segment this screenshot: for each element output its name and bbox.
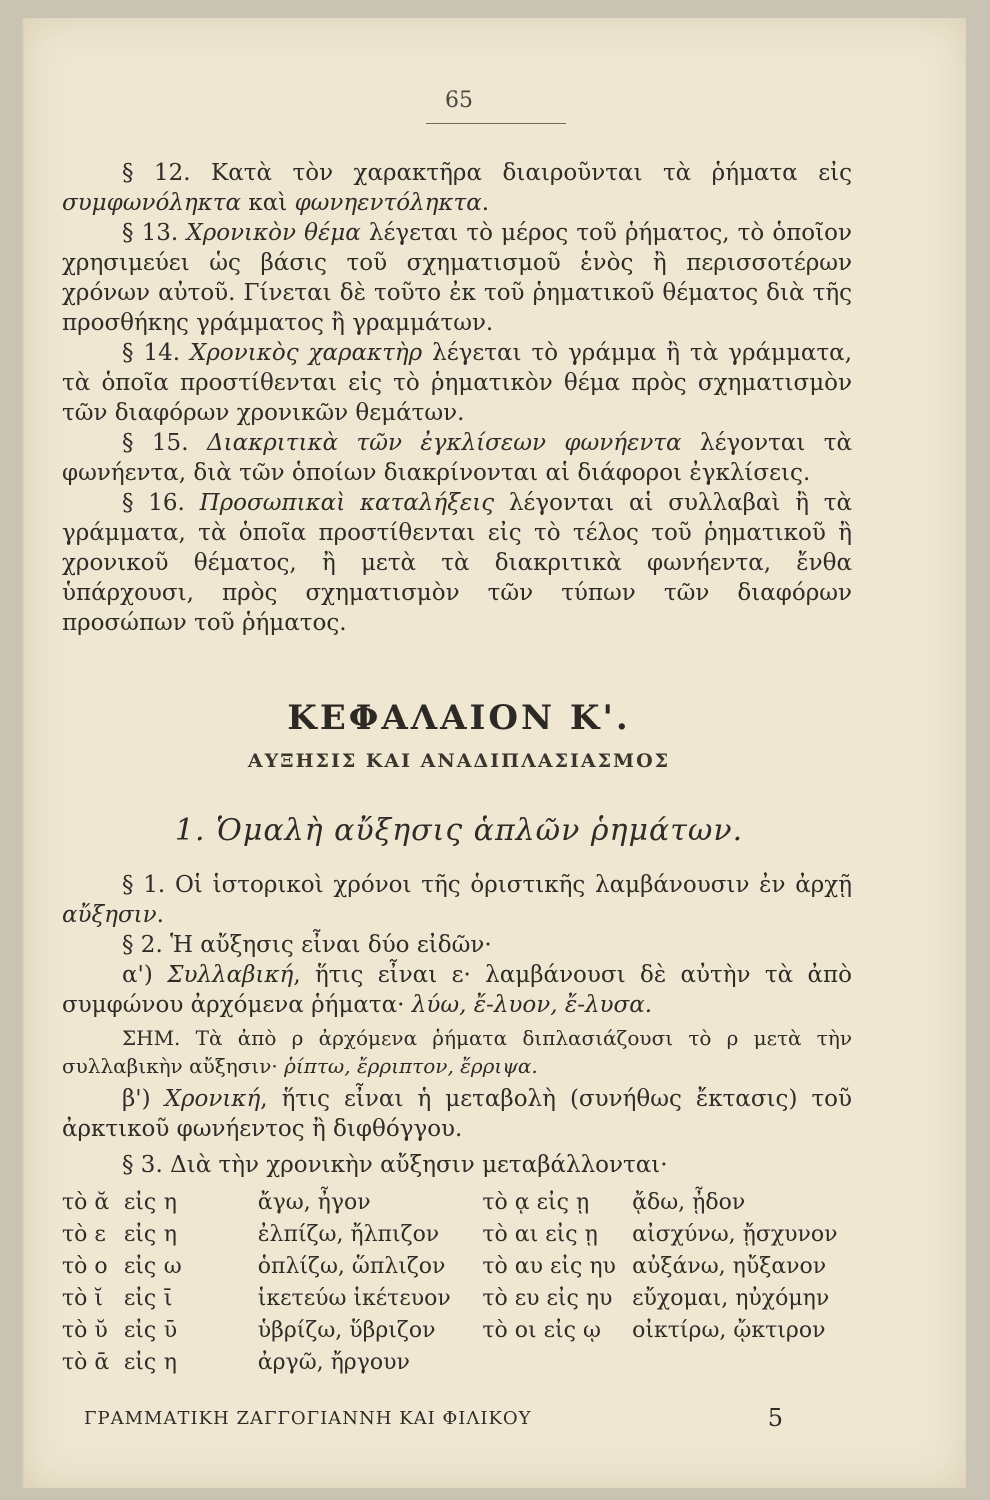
table-cell: τὸ ῠ bbox=[62, 1317, 108, 1343]
paragraph-16: § 16. Προσωπικαὶ καταλήξεις λέγονται αἱ συλλαβαὶ ἢ τὰ γράμματα, τὰ ὁποῖα προστίθενται εἰς τὸ τέλος τοῦ ῥηματικοῦ ἢ χρονικοῦ θέματος, ἢ μετὰ τὰ διακριτικὰ φωνήεντα, ἔνθα ὑπάρχουσι, πρὸς σχηματισμὸν τῶν τύπων τῶν διαφόρων προσώπων τοῦ ῥήματος. bbox=[62, 490, 852, 636]
table-cell: εἰς bbox=[123, 1285, 157, 1311]
chapter-title: ΚΕΦΑΛΑΙΟΝ Κ'. bbox=[287, 698, 631, 738]
table-row bbox=[62, 1314, 852, 1346]
table-cell: τὸ ᾱ bbox=[62, 1349, 110, 1375]
paragraph-15: § 15. Διακριτικὰ τῶν ἐγκλίσεων φωνήεντα λέγονται τὰ φωνήεντα, διὰ τῶν ὁποίων διακρίνονται αἱ διάφοροι ἐγκλίσεις. bbox=[62, 430, 853, 486]
table-row bbox=[62, 1282, 852, 1314]
table-cell: τὸ ᾰ bbox=[62, 1189, 110, 1215]
table-cell: η bbox=[163, 1221, 177, 1247]
table-cell: ἀργῶ, ἤργουν bbox=[257, 1349, 410, 1375]
table-cell: ᾄδω, ᾖδον bbox=[632, 1189, 746, 1215]
chapter-subtitle: ΑΥΞΗΣΙΣ ΚΑΙ ΑΝΑΔΙΠΛΑΣΙΑΣΜΟΣ bbox=[247, 750, 671, 772]
section-heading: 1. Ὁμαλὴ αὔξησις ἁπλῶν ῥημάτων. bbox=[174, 813, 744, 848]
table-cell: εἰς bbox=[123, 1317, 157, 1343]
table-row bbox=[62, 1218, 852, 1250]
table-cell: τὸ ᾳ εἰς ῃ bbox=[482, 1189, 590, 1215]
table-cell: ῑ bbox=[163, 1285, 173, 1311]
header-rule bbox=[426, 123, 566, 124]
augment-forms-table bbox=[62, 1186, 852, 1378]
paragraph-2b: β') Χρονική, ἥτις εἶναι ἡ μεταβολὴ (συνήθως ἔκτασις) τοῦ ἀρκτικοῦ φωνήεντος ἢ διφθόγγου. bbox=[62, 1086, 852, 1142]
paragraph-14: § 14. Χρονικὸς χαρακτὴρ λέγεται τὸ γράμμα ἢ τὰ γράμματα, τὰ ὁποῖα προστίθενται εἰς τὸ ῥηματικὸν θέμα πρὸς σχηματισμὸν τῶν διαφόρων χρονικῶν θεμάτων. bbox=[62, 340, 853, 426]
paragraph-13: § 13. Χρονικὸν θέμα λέγεται τὸ μέρος τοῦ ῥήματος, τὸ ὁποῖον χρησιμεύει ὡς βάσις τοῦ σχηματισμοῦ ἑνὸς ἢ περισσοτέρων χρόνων αὐτοῦ. Γίνεται δὲ τοῦτο ἐκ τοῦ ῥηματικοῦ θέματος διὰ τῆς προσθήκης γράμματος ἢ γραμμάτων. bbox=[62, 220, 853, 336]
paragraph-1: § 1. Οἱ ἱστορικοὶ χρόνοι τῆς ὁριστικῆς λαμβάνουσιν ἐν ἀρχῇ αὔξησιν. bbox=[62, 872, 853, 928]
paragraph-2: § 2. Ἡ αὔξησις εἶναι δύο εἰδῶν· bbox=[122, 932, 492, 958]
table-cell bbox=[632, 1346, 852, 1378]
table-row bbox=[62, 1186, 852, 1218]
table-cell: ἐλπίζω, ἤλπιζον bbox=[257, 1221, 440, 1247]
table-cell: η bbox=[163, 1189, 177, 1215]
note: ΣΗΜ. Τὰ ἀπὸ ρ ἀρχόμενα ῥήματα διπλασιάζουσι τὸ ρ μετὰ τὴν συλλαβικὴν αὔξησιν· ῥίπτω, ἔρριπτον, ἔρριψα. bbox=[62, 1026, 852, 1078]
table-cell: εἰς bbox=[123, 1189, 157, 1215]
table-cell: τὸ ευ εἰς ηυ bbox=[482, 1285, 613, 1311]
table-cell: τὸ ο bbox=[62, 1253, 108, 1279]
table-cell: αἰσχύνω, ᾔσχυνον bbox=[632, 1221, 838, 1247]
footer: ΓΡΑΜΜΑΤΙΚΗ ΖΑΓΓΟΓΙΑΝΝΗ ΚΑΙ ΦΙΛΙΚΟΥ 5 bbox=[84, 1404, 784, 1432]
section-definitions bbox=[62, 158, 852, 638]
table-cell: ὁπλίζω, ὥπλιζον bbox=[257, 1253, 446, 1279]
table-cell: ὑβρίζω, ὕβριζον bbox=[257, 1317, 436, 1343]
table-row bbox=[62, 1346, 852, 1378]
paragraph-12: § 12. Κατὰ τὸν χαρακτῆρα διαιροῦνται τὰ ῥήματα εἰς συμφωνόληκτα καὶ φωνηεντόληκτα. bbox=[62, 160, 853, 216]
table-cell: ῡ bbox=[163, 1317, 178, 1343]
table-cell: οἰκτίρω, ᾤκτιρον bbox=[632, 1317, 826, 1343]
table-cell: τὸ οι εἰς ῳ bbox=[482, 1317, 601, 1343]
page-number: 65 bbox=[445, 88, 473, 113]
table-cell: ἱκετεύω ἱκέτευον bbox=[257, 1285, 451, 1311]
signature-number: 5 bbox=[767, 1404, 784, 1432]
table-cell: τὸ αι εἰς ῃ bbox=[482, 1221, 598, 1247]
table-cell: ἄγω, ἦγον bbox=[257, 1189, 371, 1215]
table-cell: εἰς bbox=[123, 1253, 157, 1279]
table-cell: εὔχομαι, ηὐχόμην bbox=[632, 1285, 830, 1311]
table-cell: ω bbox=[163, 1253, 182, 1279]
paragraph-3: § 3. Διὰ τὴν χρονικὴν αὔξησιν μεταβάλλονται· bbox=[122, 1152, 668, 1178]
table-row bbox=[62, 1250, 852, 1282]
table-cell: τὸ ε bbox=[62, 1221, 106, 1247]
paragraph-2a: α') Συλλαβική, ἥτις εἶναι ε· λαμβάνουσι δὲ αὐτὴν τὰ ἀπὸ συμφώνου ἀρχόμενα ῥήματα· λύω, ἔ-λυον, ἔ-λυσα. bbox=[62, 962, 853, 1018]
section-augment bbox=[62, 870, 852, 1378]
table-cell: η bbox=[163, 1349, 177, 1375]
book-page bbox=[22, 18, 966, 1488]
table-cell bbox=[482, 1346, 632, 1378]
table-cell: τὸ αυ εἰς ηυ bbox=[482, 1253, 616, 1279]
table-cell: τὸ ῐ bbox=[62, 1285, 104, 1311]
table-cell: εἰς bbox=[123, 1349, 157, 1375]
table-cell: αὐξάνω, ηὔξανον bbox=[632, 1253, 827, 1279]
table-cell: εἰς bbox=[123, 1221, 157, 1247]
